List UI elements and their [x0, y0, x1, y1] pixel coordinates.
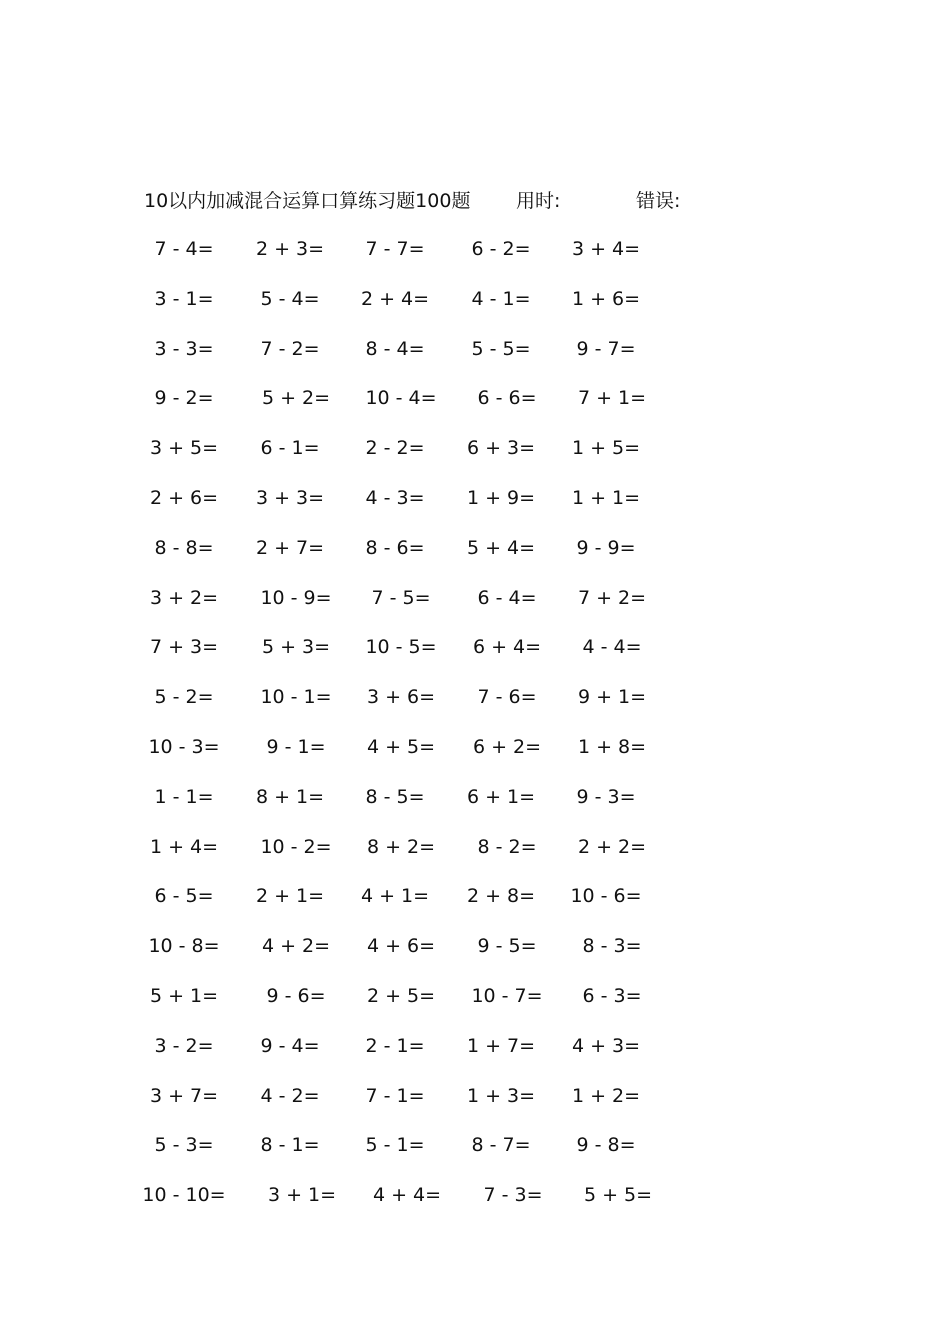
problem-item: 1 + 9= — [466, 487, 536, 509]
problem-row — [0, 981, 950, 1011]
problem-row — [0, 334, 950, 364]
problem-item: 5 - 2= — [154, 686, 214, 709]
problem-item: 8 - 2= — [477, 835, 537, 858]
problem-item: 8 - 4= — [365, 337, 425, 360]
problem-item: 1 + 5= — [571, 437, 641, 460]
problem-item: 2 + 1= — [255, 885, 325, 908]
problem-item: 10 - 2= — [260, 835, 332, 858]
problem-row — [0, 732, 950, 762]
problem-item: 10 - 4= — [365, 387, 437, 410]
problem-item: 1 + 2= — [571, 1084, 641, 1107]
problem-row — [0, 782, 950, 812]
problem-item: 5 + 2= — [261, 387, 331, 410]
problem-row — [0, 383, 950, 413]
problem-item: 9 - 8= — [576, 1134, 636, 1157]
errors-label: 错误: — [636, 190, 681, 212]
problem-item: 3 - 1= — [154, 287, 214, 310]
problem-row — [0, 1031, 950, 1061]
problem-item: 6 - 6= — [477, 387, 537, 410]
problem-item: 7 + 1= — [577, 387, 647, 410]
problem-item: 4 - 1= — [471, 287, 531, 310]
problem-item: 4 - 3= — [365, 487, 425, 509]
problem-item: 4 + 4= — [372, 1184, 442, 1207]
problem-item: 1 + 6= — [571, 287, 641, 310]
problem-item: 3 - 2= — [154, 1034, 214, 1057]
problem-item: 7 - 6= — [477, 686, 537, 709]
problem-item: 9 - 1= — [266, 736, 326, 758]
problem-item: 9 - 4= — [260, 1034, 320, 1057]
problem-item: 3 + 3= — [255, 487, 325, 509]
problem-item: 3 - 3= — [154, 337, 214, 360]
problem-item: 4 - 2= — [260, 1084, 320, 1107]
problem-item: 4 + 1= — [360, 885, 430, 908]
problem-item: 4 + 3= — [571, 1034, 641, 1057]
problem-item: 8 - 7= — [471, 1134, 531, 1157]
problem-item: 9 - 5= — [477, 935, 537, 958]
problem-item: 7 + 3= — [149, 636, 219, 659]
problem-item: 4 + 2= — [261, 935, 331, 958]
problem-item: 10 - 5= — [365, 636, 437, 659]
worksheet-title: 10以内加减混合运算口算练习题100题 — [144, 190, 471, 212]
problem-item: 5 + 4= — [466, 536, 536, 559]
problem-item: 6 - 4= — [477, 586, 537, 609]
problem-item: 9 - 9= — [576, 536, 636, 559]
problem-item: 5 - 1= — [365, 1134, 425, 1157]
problem-item: 8 - 5= — [365, 785, 425, 808]
problem-item: 9 - 3= — [576, 785, 636, 808]
problem-item: 5 - 4= — [260, 287, 320, 310]
problem-item: 6 - 1= — [260, 437, 320, 460]
problem-item: 4 - 4= — [582, 636, 642, 659]
problem-item: 10 - 7= — [471, 985, 543, 1007]
problem-row — [0, 1180, 950, 1210]
problem-item: 6 + 1= — [466, 785, 536, 808]
problem-item: 1 + 1= — [571, 487, 641, 509]
problem-row — [0, 234, 950, 264]
problem-item: 3 + 5= — [149, 437, 219, 460]
problem-item: 8 - 3= — [582, 935, 642, 958]
problem-row — [0, 632, 950, 662]
problem-item: 8 + 1= — [255, 785, 325, 808]
problem-item: 1 + 3= — [466, 1084, 536, 1107]
problem-row — [0, 284, 950, 314]
problem-item: 8 - 1= — [260, 1134, 320, 1157]
problem-item: 10 - 8= — [148, 935, 220, 958]
time-label: 用时: — [516, 190, 561, 212]
problem-item: 9 - 2= — [154, 387, 214, 410]
problem-item: 1 - 1= — [154, 785, 214, 808]
problem-item: 3 + 1= — [267, 1184, 337, 1207]
problem-item: 10 - 6= — [570, 885, 642, 908]
problem-item: 10 - 10= — [142, 1184, 226, 1207]
problem-item: 7 - 1= — [365, 1084, 425, 1107]
problem-item: 2 - 1= — [365, 1034, 425, 1057]
problem-item: 8 - 6= — [365, 536, 425, 559]
problem-row — [0, 583, 950, 613]
problem-row — [0, 931, 950, 961]
problem-row — [0, 881, 950, 911]
problem-item: 4 + 5= — [366, 736, 436, 758]
problem-item: 10 - 3= — [148, 736, 220, 758]
problem-item: 10 - 9= — [260, 586, 332, 609]
problem-item: 6 - 5= — [154, 885, 214, 908]
problem-item: 7 - 2= — [260, 337, 320, 360]
problem-item: 10 - 1= — [260, 686, 332, 709]
problem-item: 2 + 6= — [149, 487, 219, 509]
problem-item: 2 + 5= — [366, 985, 436, 1007]
problem-item: 5 + 5= — [583, 1184, 653, 1207]
problem-row — [0, 832, 950, 862]
problem-item: 3 + 2= — [149, 586, 219, 609]
problem-item: 6 + 4= — [472, 636, 542, 659]
problem-item: 7 - 5= — [371, 586, 431, 609]
problem-row — [0, 483, 950, 513]
problem-item: 8 + 2= — [366, 835, 436, 858]
problem-row — [0, 682, 950, 712]
problem-item: 5 - 3= — [154, 1134, 214, 1157]
problem-item: 7 - 3= — [483, 1184, 543, 1207]
problem-item: 2 + 2= — [577, 835, 647, 858]
problem-item: 5 + 3= — [261, 636, 331, 659]
problem-item: 7 - 4= — [154, 238, 214, 260]
problem-row — [0, 1081, 950, 1111]
problem-item: 8 - 8= — [154, 536, 214, 559]
problem-item: 6 + 3= — [466, 437, 536, 460]
problem-item: 7 - 7= — [365, 238, 425, 260]
problem-item: 2 + 8= — [466, 885, 536, 908]
problem-item: 3 + 6= — [366, 686, 436, 709]
problem-item: 1 + 4= — [149, 835, 219, 858]
problem-item: 2 + 4= — [360, 287, 430, 310]
problem-item: 9 - 6= — [266, 985, 326, 1007]
problem-item: 9 - 7= — [576, 337, 636, 360]
problem-row — [0, 433, 950, 463]
problem-item: 2 + 3= — [255, 238, 325, 260]
problem-item: 6 - 2= — [471, 238, 531, 260]
problem-item: 9 + 1= — [577, 686, 647, 709]
problem-item: 5 - 5= — [471, 337, 531, 360]
problem-item: 3 + 4= — [571, 238, 641, 260]
problem-item: 1 + 8= — [577, 736, 647, 758]
problem-item: 5 + 1= — [149, 985, 219, 1007]
problem-row — [0, 1130, 950, 1160]
problem-item: 7 + 2= — [577, 586, 647, 609]
problem-item: 6 - 3= — [582, 985, 642, 1007]
problem-item: 2 - 2= — [365, 437, 425, 460]
problem-item: 1 + 7= — [466, 1034, 536, 1057]
problem-item: 6 + 2= — [472, 736, 542, 758]
problem-item: 4 + 6= — [366, 935, 436, 958]
problem-item: 3 + 7= — [149, 1084, 219, 1107]
problem-row — [0, 533, 950, 563]
problem-item: 2 + 7= — [255, 536, 325, 559]
